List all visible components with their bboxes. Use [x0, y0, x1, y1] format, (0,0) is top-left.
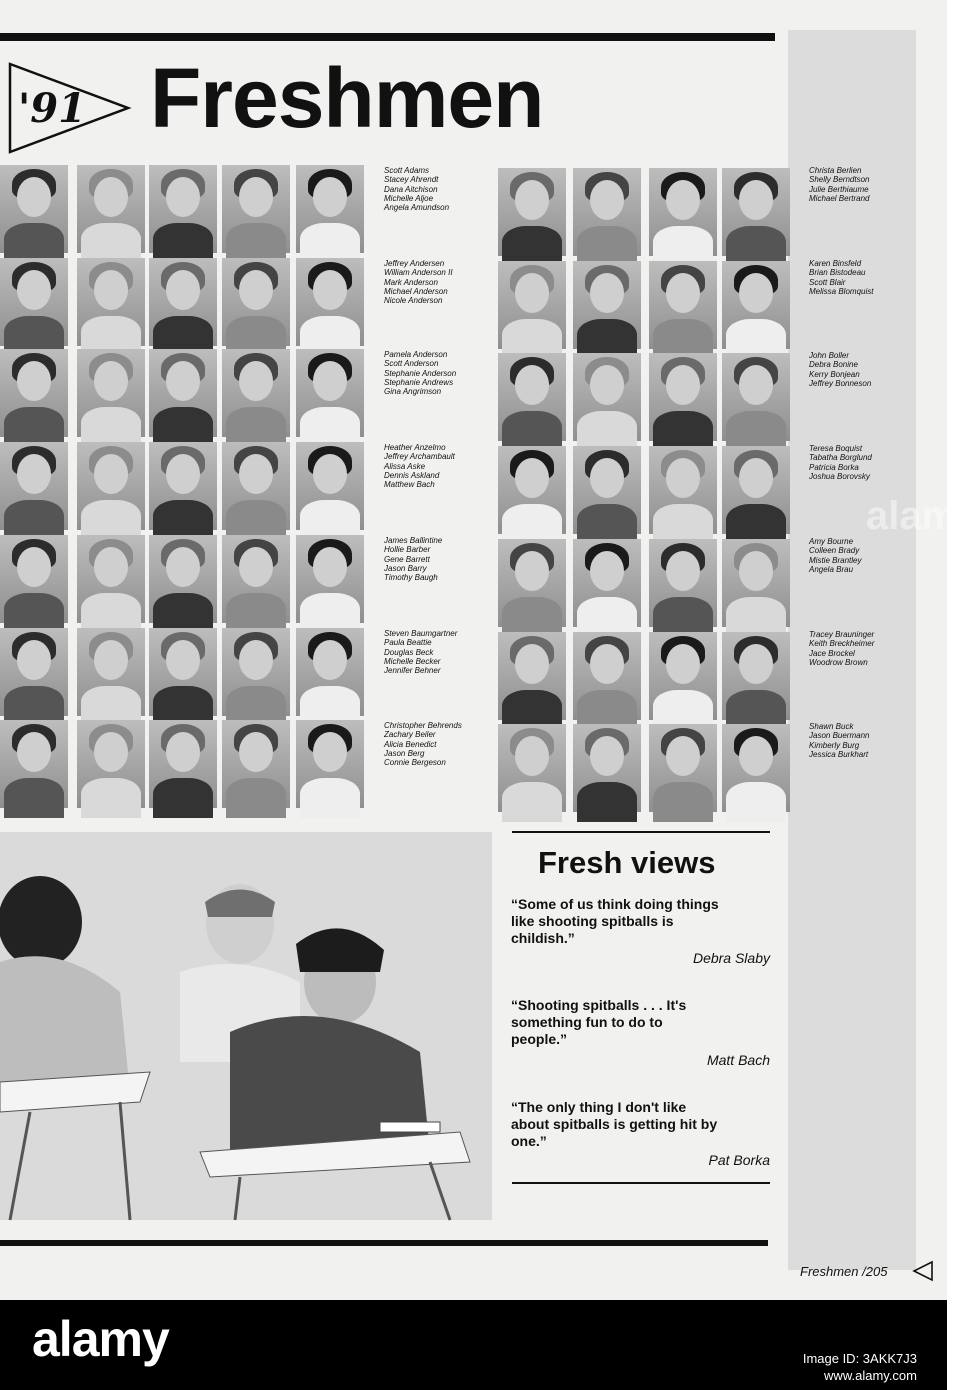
student-portrait — [222, 442, 290, 530]
name-block: Christa Berlien Shelly Berndtson Julie Berthiaume Michael Bertrand — [809, 166, 870, 203]
student-portrait — [149, 442, 217, 530]
student-portrait — [649, 261, 717, 349]
student-portrait — [77, 258, 145, 346]
student-portrait — [722, 446, 790, 534]
student-portrait — [222, 258, 290, 346]
name-block: Steven Baumgartner Paula Beattie Douglas Beck Michelle Becker Jennifer Behner — [384, 629, 458, 676]
student-portrait — [649, 539, 717, 627]
student-portrait — [498, 632, 566, 720]
student-portrait — [296, 720, 364, 808]
student-portrait — [0, 535, 68, 623]
fresh-views-bottom-rule — [512, 1182, 770, 1184]
name-block: John Boller Debra Bonine Kerry Bonjean Jeffrey Bonneson — [809, 351, 872, 388]
name-block: Karen Binsfeld Brian Bistodeau Scott Blair Melissa Blomquist — [809, 259, 874, 296]
classroom-photo — [0, 832, 492, 1220]
student-portrait — [0, 442, 68, 530]
student-portrait — [649, 724, 717, 812]
name-block: Christopher Behrends Zachary Beiler Alicia Benedict Jason Berg Connie Bergeson — [384, 721, 462, 768]
quote-text: “Shooting spitballs . . . It's something fun to do to people.” — [511, 997, 687, 1047]
classroom-scene — [0, 832, 492, 1220]
student-portrait — [573, 353, 641, 441]
student-portrait — [649, 632, 717, 720]
name-block: Jeffrey Andersen William Anderson II Mark Anderson Michael Anderson Nicole Anderson — [384, 259, 453, 306]
student-portrait — [722, 168, 790, 256]
student-portrait — [296, 535, 364, 623]
fresh-views-title: Fresh views — [538, 845, 716, 880]
student-portrait — [722, 632, 790, 720]
student-portrait — [296, 628, 364, 716]
student-portrait — [649, 446, 717, 534]
quote-text: “Some of us think doing things like shooting spitballs is childish.” — [511, 896, 719, 946]
student-portrait — [149, 165, 217, 253]
student-portrait — [149, 258, 217, 346]
student-portrait — [0, 720, 68, 808]
student-portrait — [149, 720, 217, 808]
quote-author: Debra Slaby — [692, 950, 770, 966]
student-portrait — [722, 539, 790, 627]
year-pennant — [8, 62, 130, 154]
student-portrait — [149, 349, 217, 437]
name-block: Teresa Boquist Tabatha Borglund Patricia Borka Joshua Borovsky — [809, 444, 872, 481]
student-portrait — [149, 535, 217, 623]
student-portrait — [222, 720, 290, 808]
student-portrait — [573, 261, 641, 349]
student-portrait — [77, 165, 145, 253]
student-portrait — [498, 724, 566, 812]
name-block: Tracey Brauninger Keith Breckheimer Jace Brockel Woodrow Brown — [809, 630, 875, 667]
student-portrait — [77, 720, 145, 808]
student-portrait — [77, 349, 145, 437]
alamy-logo: alamy — [32, 1311, 169, 1367]
student-portrait — [722, 724, 790, 812]
student-portrait — [0, 628, 68, 716]
name-block: Scott Adams Stacey Ahrendt Dana Aitchison Michelle Aljoe Angela Amundson — [384, 166, 450, 213]
name-block: Pamela Anderson Scott Anderson Stephanie Anderson Stephanie Andrews Gina Angrimson — [384, 350, 457, 397]
student-portrait — [573, 632, 641, 720]
back-arrow-icon — [912, 1260, 934, 1282]
student-portrait — [573, 724, 641, 812]
watermark-overlay: alamy — [866, 494, 979, 538]
student-portrait — [649, 168, 717, 256]
quote-author: Pat Borka — [708, 1152, 770, 1168]
student-portrait — [149, 628, 217, 716]
student-portrait — [498, 353, 566, 441]
student-portrait — [222, 628, 290, 716]
student-portrait — [573, 168, 641, 256]
student-portrait — [0, 165, 68, 253]
year-mark: '91 — [18, 85, 86, 132]
top-rule — [0, 33, 775, 41]
name-block: Amy Bourne Colleen Brady Mistie Brantley Angela Brau — [809, 537, 862, 574]
student-portrait — [722, 353, 790, 441]
student-portrait — [573, 446, 641, 534]
student-portrait — [498, 539, 566, 627]
student-portrait — [722, 261, 790, 349]
student-portrait — [498, 446, 566, 534]
student-portrait — [77, 535, 145, 623]
name-block: James Ballintine Hollie Barber Gene Barrett Jason Barry Timothy Baugh — [384, 536, 443, 583]
student-portrait — [77, 628, 145, 716]
site-url: www.alamy.com — [824, 1368, 917, 1383]
credit-text — [803, 1350, 917, 1384]
student-portrait — [296, 258, 364, 346]
student-portrait — [296, 442, 364, 530]
name-block: Shawn Buck Jason Buermann Kimberly Burg Jessica Burkhart — [809, 722, 870, 759]
image-id: Image ID: 3AKK7J3 — [802, 1351, 917, 1366]
student-portrait — [498, 261, 566, 349]
bottom-rule — [0, 1240, 768, 1246]
student-portrait — [222, 349, 290, 437]
student-portrait — [649, 353, 717, 441]
student-portrait — [0, 258, 68, 346]
student-portrait — [498, 168, 566, 256]
student-portrait — [77, 442, 145, 530]
quote-text: “The only thing I don't like about spitballs is getting hit by one.” — [511, 1099, 718, 1149]
student-portrait — [0, 349, 68, 437]
name-block: Heather Anzelmo Jeffrey Archambault Alissa Aske Dennis Askland Matthew Bach — [384, 443, 455, 490]
fresh-views-top-rule — [512, 831, 770, 833]
student-portrait — [296, 349, 364, 437]
page-title: Freshmen — [150, 51, 544, 145]
student-portrait — [222, 165, 290, 253]
student-portrait — [222, 535, 290, 623]
student-portrait — [296, 165, 364, 253]
quote-author: Matt Bach — [706, 1052, 770, 1068]
student-portrait — [573, 539, 641, 627]
page-folio: Freshmen /205 — [800, 1264, 888, 1279]
